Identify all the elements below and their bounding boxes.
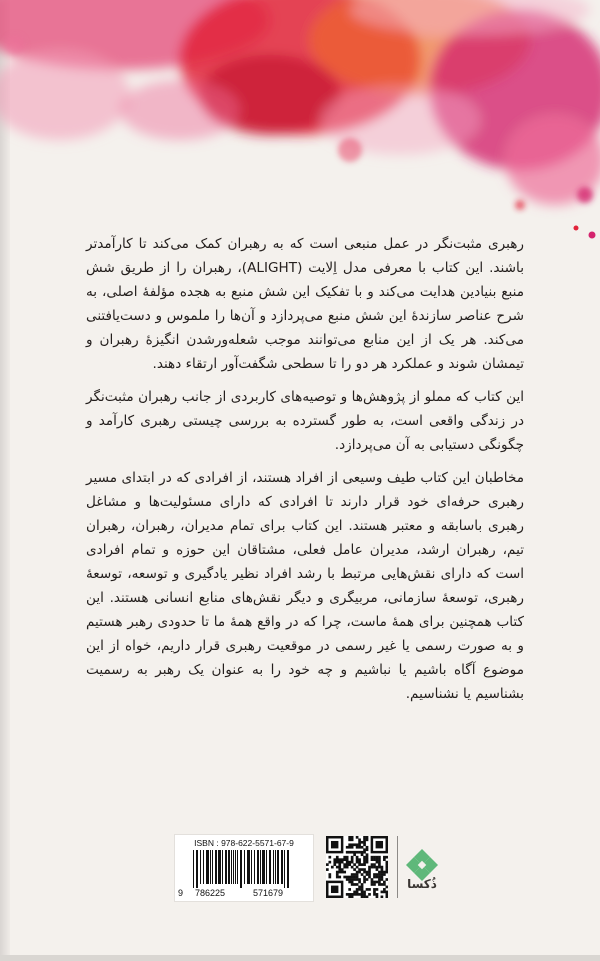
blurb-paragraph-3: مخاطبان این کتاب طیف وسیعی از افراد هستند، از افرادی که در ابتدای مسیر رهبری حرفه‌ای خود قرار دارند تا افرادی که دارای مسئولیت‌ها و مشاغل رهبری باسابقه و معتبر هستند. این کتاب برای تمام مدیران، رهبران، رهبران تیم، رهبران ارشد، مدیران عامل فعلی، مشتاقان این حوزه و تمام افرادی است که دارای نقش‌هایی مرتبط با رشد افراد نظیر یادگیری و توسعه، توسعهٔ رهبری، توسعهٔ سازمانی، مربیگری و دیگر نقش‌های منابع انسانی هستند. این کتاب همچنین برای همهٔ ماست، چرا که در واقع همهٔ ما تا حدودی رهبر هستیم و به صورت رسمی یا غیر رسمی در موقعیت رهبری قرار داریم، خواه از این موضوع آگاه باشیم یا نباشیم و چه خود را به عنوان یک رهبر به رسمیت بشناسیم یا نشناسیم. <box>86 470 524 702</box>
isbn-barcode <box>174 834 314 902</box>
barcode-left-digits: 786225 <box>195 888 226 898</box>
barcode-right-digits: 571679 <box>253 888 284 898</box>
divider-line <box>397 836 398 898</box>
watercolor-splash-artwork <box>0 0 600 240</box>
blurb-paragraph-1: رهبری مثبت‌نگر در عمل منبعی است که به رهبران کمک می‌کند تا کارآمدتر باشند. این کتاب با معرفی مدل اِلایت (ALIGHT)، رهبران را از طریق شش منبع بنیادین هدایت می‌کند و با تفکیک این شش منبع به هجده مؤلفهٔ اصلی، به شرح عناصر سازندهٔ این شش منبع می‌پردازد و آن‌ها را ملموس و دست‌یافتنی می‌کند. هر یک از این منابع می‌توانند موجب شعله‌ورشدن انگیزهٔ رهبران و تیمشان شوند و عملکرد هر دو را تا سطحی شگفت‌آور ارتقاء دهند. <box>86 236 524 372</box>
barcode-bars <box>183 850 305 888</box>
qr-code-pattern <box>326 836 388 898</box>
blurb-paragraph-2: این کتاب که مملو از پژوهش‌ها و توصیه‌های کاربردی از جانب رهبران مثبت‌نگر در زندگی واقعی است، به طور گسترده به بررسی چیستی رهبری کارآمد و چگونگی دستیابی به آن می‌پردازد. <box>86 389 524 453</box>
barcode-lead-digit: 9 <box>178 888 184 898</box>
publisher-name: ذُکسا <box>407 877 437 891</box>
back-cover-blurb <box>86 232 524 715</box>
qr-code <box>326 836 388 898</box>
isbn-number: ISBN : 978-622-5571-67-9 <box>194 838 294 848</box>
cover-edge-bottom <box>0 955 600 961</box>
